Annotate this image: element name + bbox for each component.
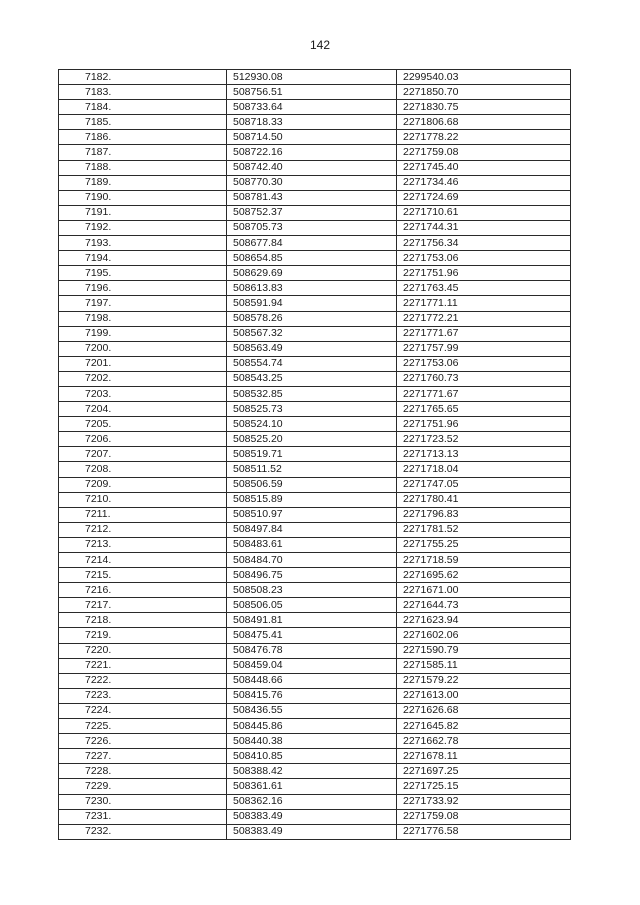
y-coordinate-cell: 2271771.67: [397, 326, 571, 341]
y-coordinate-cell: 2271806.68: [397, 115, 571, 130]
x-coordinate-cell: 508459.04: [227, 658, 397, 673]
y-coordinate-cell: 2271623.94: [397, 613, 571, 628]
y-coordinate-cell: 2271724.69: [397, 190, 571, 205]
point-number-cell: 7216.: [59, 583, 227, 598]
table-row: [59, 764, 571, 779]
point-number-cell: 7206.: [59, 432, 227, 447]
x-coordinate-cell: 508733.64: [227, 100, 397, 115]
x-coordinate-cell: 508714.50: [227, 130, 397, 145]
table-row: [59, 190, 571, 205]
point-number-cell: 7227.: [59, 749, 227, 764]
y-coordinate-cell: 2271765.65: [397, 402, 571, 417]
x-coordinate-cell: 508410.85: [227, 749, 397, 764]
table-row: [59, 492, 571, 507]
x-coordinate-cell: 508436.55: [227, 703, 397, 718]
table-row: [59, 598, 571, 613]
x-coordinate-cell: 508496.75: [227, 568, 397, 583]
point-number-cell: 7205.: [59, 417, 227, 432]
x-coordinate-cell: 508524.10: [227, 417, 397, 432]
point-number-cell: 7223.: [59, 688, 227, 703]
x-coordinate-cell: 508525.73: [227, 402, 397, 417]
point-number-cell: 7228.: [59, 764, 227, 779]
table-row: [59, 673, 571, 688]
point-number-cell: 7196.: [59, 281, 227, 296]
x-coordinate-cell: 508506.05: [227, 598, 397, 613]
x-coordinate-cell: 508383.49: [227, 824, 397, 839]
point-number-cell: 7212.: [59, 522, 227, 537]
table-row: [59, 749, 571, 764]
y-coordinate-cell: 2271626.68: [397, 703, 571, 718]
x-coordinate-cell: 508497.84: [227, 522, 397, 537]
x-coordinate-cell: 508532.85: [227, 386, 397, 401]
y-coordinate-cell: 2271747.05: [397, 477, 571, 492]
y-coordinate-cell: 2271678.11: [397, 749, 571, 764]
point-number-cell: 7183.: [59, 85, 227, 100]
y-coordinate-cell: 2271662.78: [397, 734, 571, 749]
y-coordinate-cell: 2271781.52: [397, 522, 571, 537]
point-number-cell: 7210.: [59, 492, 227, 507]
y-coordinate-cell: 2271579.22: [397, 673, 571, 688]
table-row: [59, 432, 571, 447]
point-number-cell: 7220.: [59, 643, 227, 658]
point-number-cell: 7195.: [59, 266, 227, 281]
point-number-cell: 7197.: [59, 296, 227, 311]
point-number-cell: 7200.: [59, 341, 227, 356]
x-coordinate-cell: 508476.78: [227, 643, 397, 658]
point-number-cell: 7187.: [59, 145, 227, 160]
y-coordinate-cell: 2271763.45: [397, 281, 571, 296]
x-coordinate-cell: 508506.59: [227, 477, 397, 492]
point-number-cell: 7184.: [59, 100, 227, 115]
x-coordinate-cell: 508361.61: [227, 779, 397, 794]
x-coordinate-cell: 508718.33: [227, 115, 397, 130]
table-row: [59, 628, 571, 643]
y-coordinate-cell: 2271751.96: [397, 266, 571, 281]
point-number-cell: 7224.: [59, 703, 227, 718]
table-row: [59, 160, 571, 175]
point-number-cell: 7213.: [59, 537, 227, 552]
y-coordinate-cell: 2271725.15: [397, 779, 571, 794]
table-row: [59, 553, 571, 568]
point-number-cell: 7226.: [59, 734, 227, 749]
y-coordinate-cell: 2271723.52: [397, 432, 571, 447]
y-coordinate-cell: 2271613.00: [397, 688, 571, 703]
y-coordinate-cell: 2271830.75: [397, 100, 571, 115]
x-coordinate-cell: 508440.38: [227, 734, 397, 749]
table-row: [59, 326, 571, 341]
table-row: [59, 145, 571, 160]
point-number-cell: 7193.: [59, 236, 227, 251]
y-coordinate-cell: 2271718.59: [397, 553, 571, 568]
point-number-cell: 7217.: [59, 598, 227, 613]
point-number-cell: 7191.: [59, 205, 227, 220]
coordinates-table-body: [59, 70, 571, 840]
y-coordinate-cell: 2271755.25: [397, 537, 571, 552]
y-coordinate-cell: 2271590.79: [397, 643, 571, 658]
table-row: [59, 809, 571, 824]
y-coordinate-cell: 2271759.08: [397, 809, 571, 824]
y-coordinate-cell: 2271734.46: [397, 175, 571, 190]
table-row: [59, 568, 571, 583]
y-coordinate-cell: 2271757.99: [397, 341, 571, 356]
x-coordinate-cell: 508445.86: [227, 719, 397, 734]
table-row: [59, 658, 571, 673]
table-row: [59, 719, 571, 734]
point-number-cell: 7225.: [59, 719, 227, 734]
x-coordinate-cell: 508491.81: [227, 613, 397, 628]
table-row: [59, 583, 571, 598]
point-number-cell: 7218.: [59, 613, 227, 628]
table-row: [59, 447, 571, 462]
table-row: [59, 386, 571, 401]
table-row: [59, 251, 571, 266]
table-row: [59, 281, 571, 296]
x-coordinate-cell: 508448.66: [227, 673, 397, 688]
table-row: [59, 703, 571, 718]
point-number-cell: 7203.: [59, 386, 227, 401]
x-coordinate-cell: 508543.25: [227, 371, 397, 386]
point-number-cell: 7229.: [59, 779, 227, 794]
point-number-cell: 7190.: [59, 190, 227, 205]
table-row: [59, 115, 571, 130]
y-coordinate-cell: 2271733.92: [397, 794, 571, 809]
table-row: [59, 613, 571, 628]
y-coordinate-cell: 2271772.21: [397, 311, 571, 326]
y-coordinate-cell: 2271771.67: [397, 386, 571, 401]
point-number-cell: 7204.: [59, 402, 227, 417]
x-coordinate-cell: 508781.43: [227, 190, 397, 205]
y-coordinate-cell: 2271753.06: [397, 251, 571, 266]
x-coordinate-cell: 508515.89: [227, 492, 397, 507]
point-number-cell: 7185.: [59, 115, 227, 130]
y-coordinate-cell: 2271759.08: [397, 145, 571, 160]
y-coordinate-cell: 2271585.11: [397, 658, 571, 673]
y-coordinate-cell: 2271760.73: [397, 371, 571, 386]
x-coordinate-cell: 508654.85: [227, 251, 397, 266]
x-coordinate-cell: 508388.42: [227, 764, 397, 779]
point-number-cell: 7231.: [59, 809, 227, 824]
point-number-cell: 7211.: [59, 507, 227, 522]
point-number-cell: 7230.: [59, 794, 227, 809]
point-number-cell: 7198.: [59, 311, 227, 326]
point-number-cell: 7219.: [59, 628, 227, 643]
point-number-cell: 7189.: [59, 175, 227, 190]
y-coordinate-cell: 2271602.06: [397, 628, 571, 643]
y-coordinate-cell: 2271713.13: [397, 447, 571, 462]
x-coordinate-cell: 508475.41: [227, 628, 397, 643]
x-coordinate-cell: 508677.84: [227, 236, 397, 251]
table-row: [59, 85, 571, 100]
x-coordinate-cell: 508519.71: [227, 447, 397, 462]
table-row: [59, 402, 571, 417]
y-coordinate-cell: 2271745.40: [397, 160, 571, 175]
table-row: [59, 205, 571, 220]
x-coordinate-cell: 508362.16: [227, 794, 397, 809]
table-row: [59, 779, 571, 794]
x-coordinate-cell: 508752.37: [227, 205, 397, 220]
x-coordinate-cell: 508484.70: [227, 553, 397, 568]
point-number-cell: 7188.: [59, 160, 227, 175]
point-number-cell: 7208.: [59, 462, 227, 477]
x-coordinate-cell: 508578.26: [227, 311, 397, 326]
x-coordinate-cell: 508629.69: [227, 266, 397, 281]
point-number-cell: 7222.: [59, 673, 227, 688]
table-row: [59, 236, 571, 251]
page-number: 142: [309, 38, 331, 52]
table-row: [59, 70, 571, 85]
table-row: [59, 266, 571, 281]
point-number-cell: 7209.: [59, 477, 227, 492]
coordinates-table: [58, 69, 571, 840]
table-row: [59, 688, 571, 703]
table-row: [59, 130, 571, 145]
table-row: [59, 356, 571, 371]
y-coordinate-cell: 2271644.73: [397, 598, 571, 613]
table-row: [59, 507, 571, 522]
x-coordinate-cell: 508722.16: [227, 145, 397, 160]
y-coordinate-cell: 2271710.61: [397, 205, 571, 220]
y-coordinate-cell: 2271756.34: [397, 236, 571, 251]
table-row: [59, 175, 571, 190]
x-coordinate-cell: 508705.73: [227, 220, 397, 235]
point-number-cell: 7192.: [59, 220, 227, 235]
table-row: [59, 341, 571, 356]
point-number-cell: 7182.: [59, 70, 227, 85]
point-number-cell: 7201.: [59, 356, 227, 371]
table-row: [59, 220, 571, 235]
table-row: [59, 371, 571, 386]
table-row: [59, 734, 571, 749]
x-coordinate-cell: 508770.30: [227, 175, 397, 190]
y-coordinate-cell: 2271697.25: [397, 764, 571, 779]
point-number-cell: 7207.: [59, 447, 227, 462]
x-coordinate-cell: 508510.97: [227, 507, 397, 522]
point-number-cell: 7232.: [59, 824, 227, 839]
table-row: [59, 477, 571, 492]
point-number-cell: 7202.: [59, 371, 227, 386]
y-coordinate-cell: 2299540.03: [397, 70, 571, 85]
x-coordinate-cell: 508483.61: [227, 537, 397, 552]
table-row: [59, 296, 571, 311]
table-row: [59, 537, 571, 552]
x-coordinate-cell: 508756.51: [227, 85, 397, 100]
y-coordinate-cell: 2271744.31: [397, 220, 571, 235]
x-coordinate-cell: 508554.74: [227, 356, 397, 371]
table-row: [59, 643, 571, 658]
table-row: [59, 794, 571, 809]
x-coordinate-cell: 512930.08: [227, 70, 397, 85]
y-coordinate-cell: 2271780.41: [397, 492, 571, 507]
point-number-cell: 7194.: [59, 251, 227, 266]
table-row: [59, 522, 571, 537]
y-coordinate-cell: 2271778.22: [397, 130, 571, 145]
x-coordinate-cell: 508563.49: [227, 341, 397, 356]
x-coordinate-cell: 508567.32: [227, 326, 397, 341]
table-row: [59, 462, 571, 477]
y-coordinate-cell: 2271718.04: [397, 462, 571, 477]
point-number-cell: 7186.: [59, 130, 227, 145]
x-coordinate-cell: 508525.20: [227, 432, 397, 447]
y-coordinate-cell: 2271671.00: [397, 583, 571, 598]
x-coordinate-cell: 508613.83: [227, 281, 397, 296]
x-coordinate-cell: 508511.52: [227, 462, 397, 477]
y-coordinate-cell: 2271796.83: [397, 507, 571, 522]
point-number-cell: 7214.: [59, 553, 227, 568]
point-number-cell: 7199.: [59, 326, 227, 341]
y-coordinate-cell: 2271753.06: [397, 356, 571, 371]
x-coordinate-cell: 508383.49: [227, 809, 397, 824]
table-row: [59, 311, 571, 326]
table-row: [59, 824, 571, 839]
y-coordinate-cell: 2271850.70: [397, 85, 571, 100]
y-coordinate-cell: 2271776.58: [397, 824, 571, 839]
x-coordinate-cell: 508742.40: [227, 160, 397, 175]
point-number-cell: 7215.: [59, 568, 227, 583]
x-coordinate-cell: 508508.23: [227, 583, 397, 598]
y-coordinate-cell: 2271695.62: [397, 568, 571, 583]
y-coordinate-cell: 2271751.96: [397, 417, 571, 432]
x-coordinate-cell: 508415.76: [227, 688, 397, 703]
y-coordinate-cell: 2271645.82: [397, 719, 571, 734]
x-coordinate-cell: 508591.94: [227, 296, 397, 311]
y-coordinate-cell: 2271771.11: [397, 296, 571, 311]
table-row: [59, 100, 571, 115]
table-row: [59, 417, 571, 432]
point-number-cell: 7221.: [59, 658, 227, 673]
